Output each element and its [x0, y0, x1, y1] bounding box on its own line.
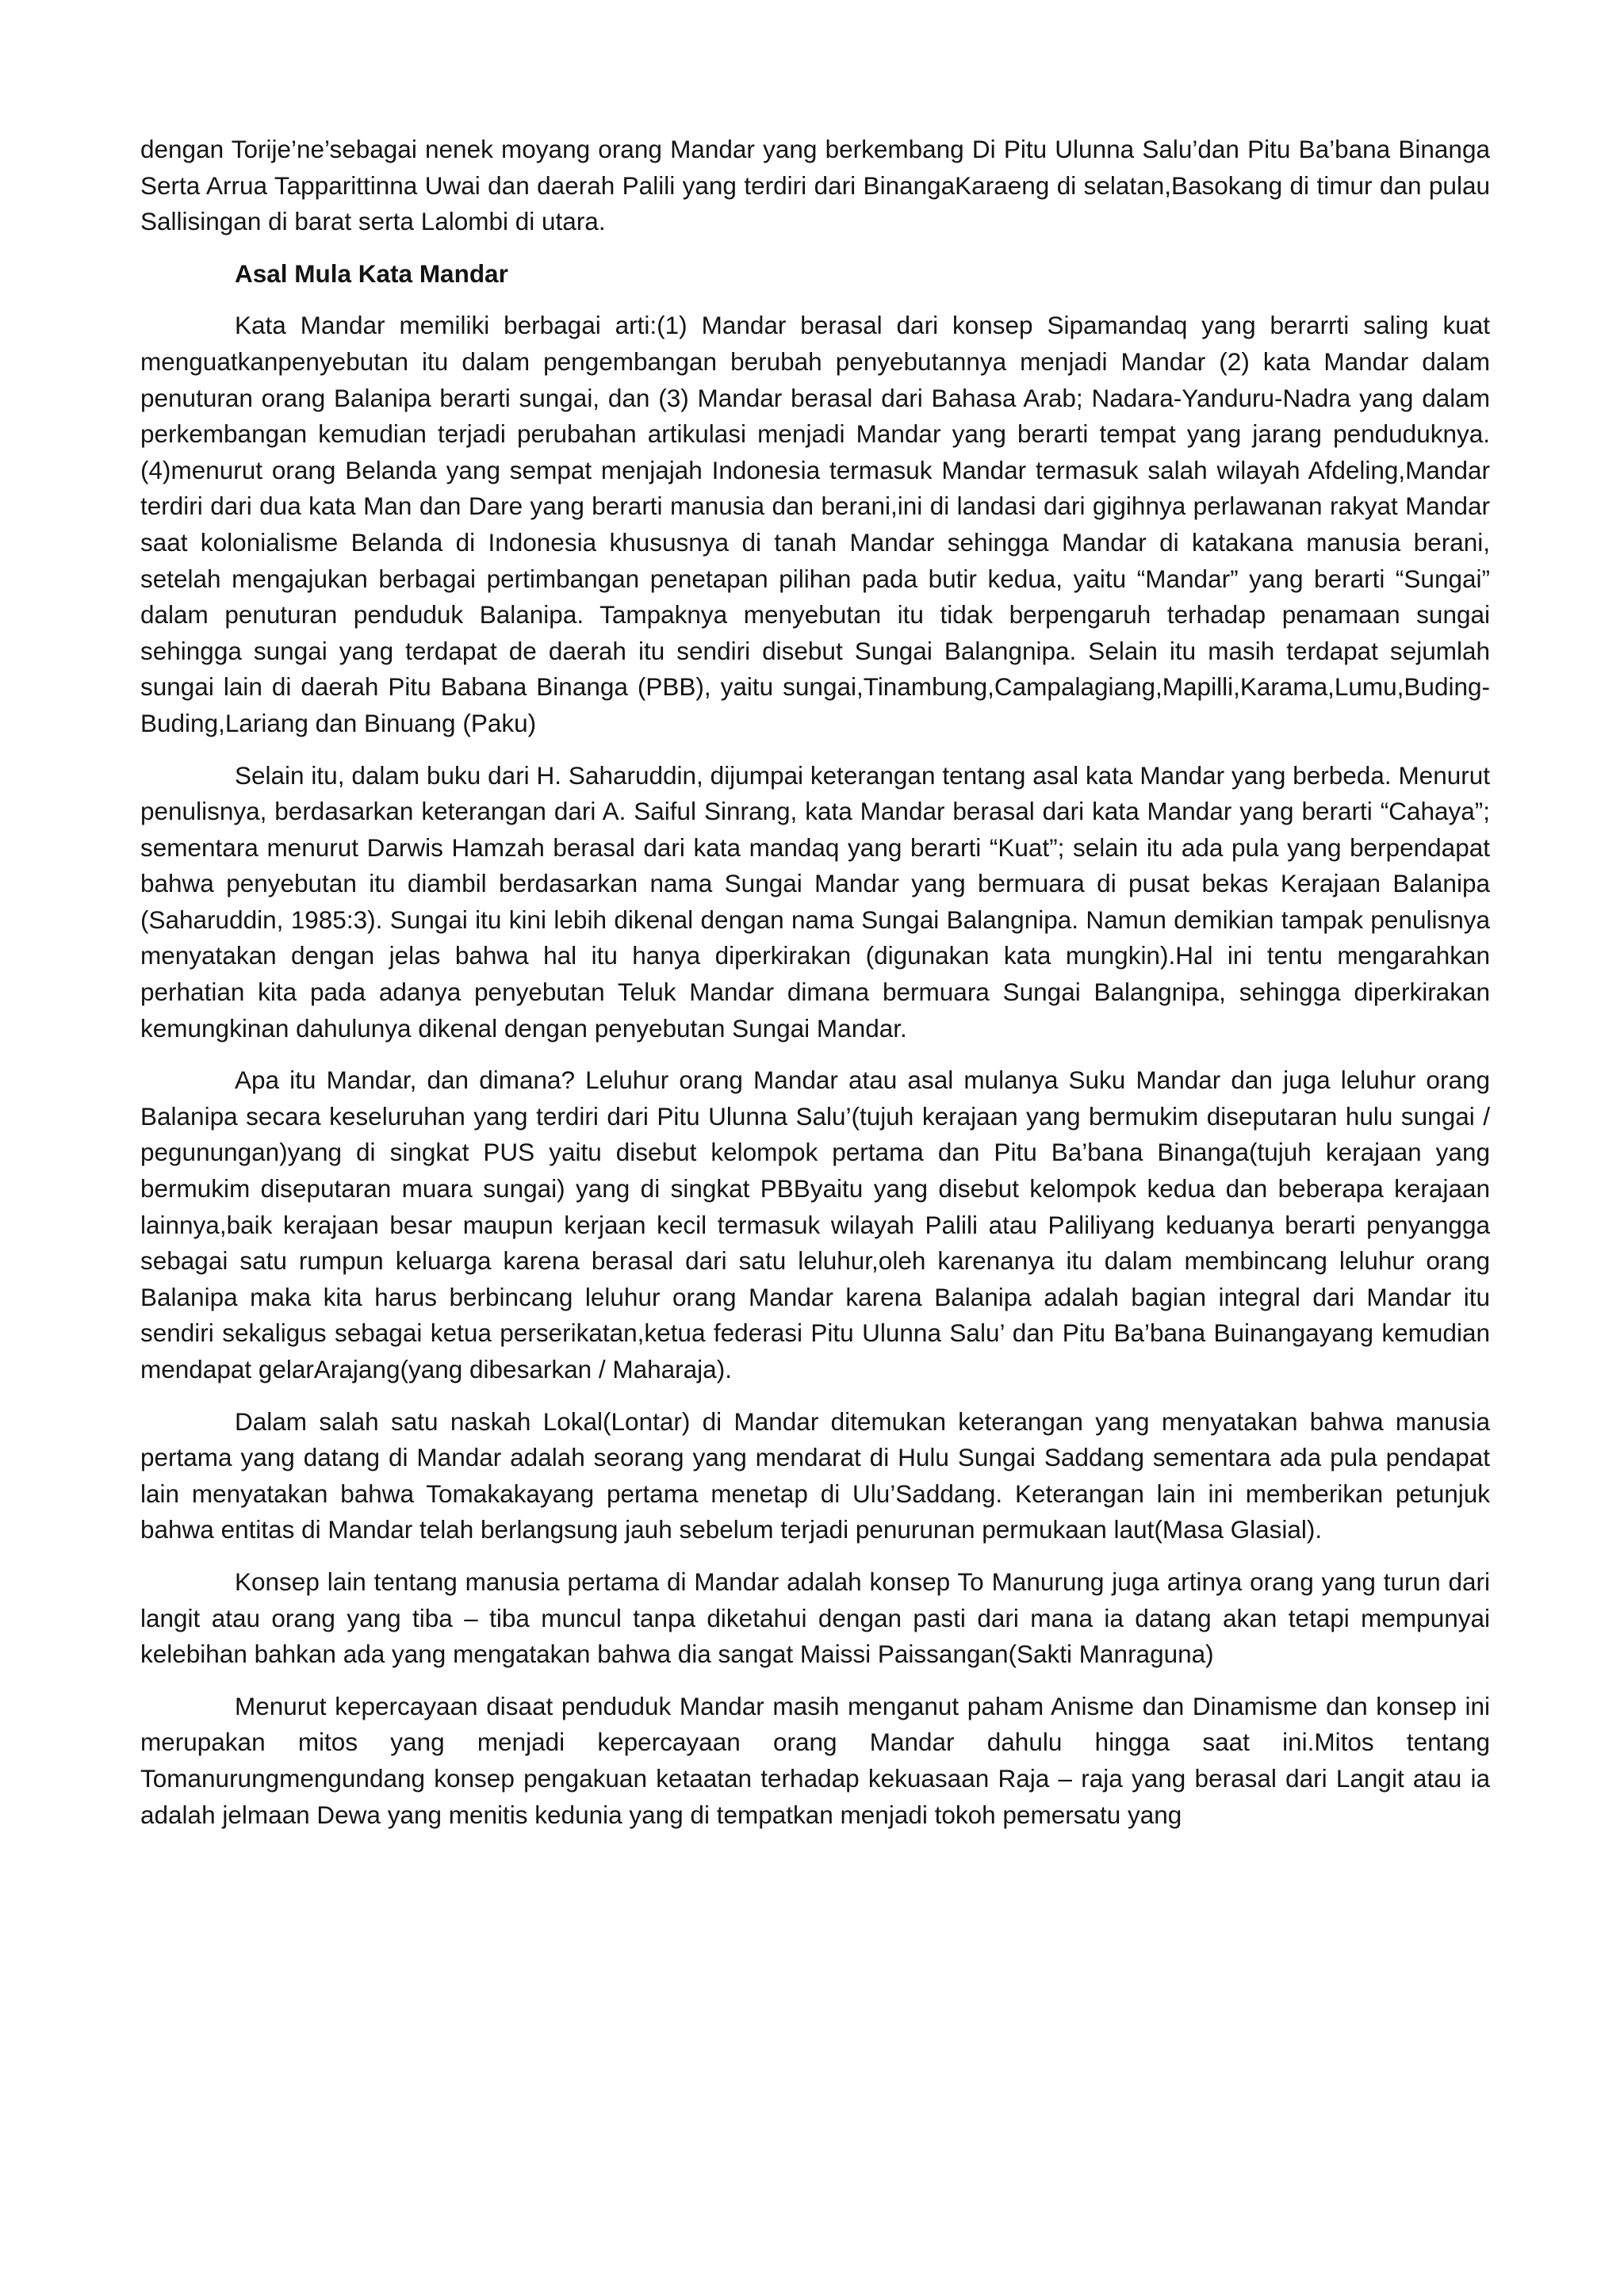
section-heading: Asal Mula Kata Mandar	[235, 258, 508, 288]
body-paragraph: Kata Mandar memiliki berbagai arti:(1) Mandar berasal dari konsep Sipamandaq yang berarrti saling kuat menguatkanpenyebutan itu dalam pengembangan berubah penyebutannya menjadi Mandar (2) kata Mandar dalam penuturan orang Balanipa berarti sungai, dan (3) Mandar berasal dari Bahasa Arab; Nadara-Yanduru-Nadra yang dalam perkembangan kemudian terjadi perubahan artikulasi menjadi Mandar yang berarti tempat yang jarang penduduknya.(4)menurut orang Belanda yang sempat menjajah Indonesia termasuk Mandar termasuk salah wilayah Afdeling,Mandar terdiri dari dua kata Man dan Dare yang berarti manusia dan berani,ini di landasi dari gigihnya perlawanan rakyat Mandar saat kolonialisme Belanda di Indonesia khususnya di tanah Mandar sehingga Mandar di katakana manusia berani, setelah mengajukan berbagai pertimbangan penetapan pilihan pada butir kedua, yaitu “Mandar” yang berarti “Sungai” dalam penuturan penduduk Balanipa. Tampaknya menyebutan itu tidak berpengaruh terhadap penamaan sungai sehingga sungai yang terdapat de daerah itu sendiri disebut Sungai Balangnipa. Selain itu masih terdapat sejumlah sungai lain di daerah Pitu Babana Binanga (PBB), yaitu sungai,Tinambung,Campalagiang,Mapilli,Karama,Lumu,Buding-Buding,Lariang dan Binuang (Paku)	[140, 311, 1490, 737]
intro-paragraph: dengan Torije’ne’sebagai nenek moyang orang Mandar yang berkembang Di Pitu Ulunna Salu’dan Pitu Ba’bana Binanga Serta Arrua Tapparittinna Uwai dan daerah Palili yang terdiri dari BinangaKaraeng di selatan,Basokang di timur dan pulau Sallisingan di barat serta Lalombi di utara.	[140, 135, 1490, 236]
document-body	[140, 132, 1490, 1849]
body-paragraph: Selain itu, dalam buku dari H. Saharuddin, dijumpai keterangan tentang asal kata Mandar yang berbeda. Menurut penulisnya, berdasarkan keterangan dari A. Saiful Sinrang, kata Mandar berasal dari kata Mandar yang berarti “Cahaya”; sementara menurut Darwis Hamzah berasal dari kata mandaq yang berarti “Kuat”; selain itu ada pula yang berpendapat bahwa penyebutan itu diambil berdasarkan nama Sungai Mandar yang bermuara di pusat bekas Kerajaan Balanipa (Saharuddin, 1985:3). Sungai itu kini lebih dikenal dengan nama Sungai Balangnipa. Namun demikian tampak penulisnya menyatakan dengan jelas bahwa hal itu hanya diperkirakan (digunakan kata mungkin).Hal ini tentu mengarahkan perhatian kita pada adanya penyebutan Teluk Mandar dimana bermuara Sungai Balangnipa, sehingga diperkirakan kemungkinan dahulunya dikenal dengan penyebutan Sungai Mandar.	[140, 760, 1490, 1043]
body-paragraph: Apa itu Mandar, dan dimana? Leluhur orang Mandar atau asal mulanya Suku Mandar dan juga leluhur orang Balanipa secara keseluruhan yang terdiri dari Pitu Ulunna Salu’(tujuh kerajaan yang bermukim diseputaran hulu sungai / pegunungan)yang di singkat PUS yaitu disebut kelompok pertama dan Pitu Ba’bana Binanga(tujuh kerajaan yang bermukim diseputaran muara sungai) yang di singkat PBByaitu yang disebut kelompok kedua dan beberapa kerajaan lainnya,baik kerajaan besar maupun kerjaan kecil termasuk wilayah Palili atau Paliliyang keduanya berarti penyangga sebagai satu rumpun keluarga karena berasal dari satu leluhur,oleh karenanya itu dalam membincang leluhur orang Balanipa maka kita harus berbincang leluhur orang Mandar karena Balanipa adalah bagian integral dari Mandar itu sendiri sekaligus sebagai ketua perserikatan,ketua federasi Pitu Ulunna Salu’ dan Pitu Ba’bana Buinangayang kemudian mendapat gelarArajang(yang dibesarkan / Maharaja).	[140, 1066, 1490, 1383]
body-paragraph: Konsep lain tentang manusia pertama di Mandar adalah konsep To Manurung juga artinya orang yang turun dari langit atau orang yang tiba – tiba muncul tanpa diketahui dengan pasti dari mana ia datang akan tetapi mempunyai kelebihan bahkan ada yang mengatakan bahwa dia sangat Maissi Paissangan(Sakti Manraguna)	[140, 1567, 1490, 1669]
body-paragraph: Menurut kepercayaan disaat penduduk Mandar masih menganut paham Anisme dan Dinamisme dan konsep ini merupakan mitos yang menjadi kepercayaan orang Mandar dahulu hingga saat ini.Mitos tentang Tomanurungmengundang konsep pengakuan ketaatan terhadap kekuasaan Raja – raja yang berasal dari Langit atau ia adalah jelmaan Dewa yang menitis kedunia yang di tempatkan menjadi tokoh pemersatu yang	[140, 1691, 1490, 1829]
body-paragraph: Dalam salah satu naskah Lokal(Lontar) di Mandar ditemukan keterangan yang menyatakan bahwa manusia pertama yang datang di Mandar adalah seorang yang mendarat di Hulu Sungai Saddang sementara ada pula pendapat lain menyatakan bahwa Tomakakayang pertama menetap di Ulu’Saddang. Keterangan lain ini memberikan petunjuk bahwa entitas di Mandar telah berlangsung jauh sebelum terjadi penurunan permukaan laut(Masa Glasial).	[140, 1406, 1490, 1544]
